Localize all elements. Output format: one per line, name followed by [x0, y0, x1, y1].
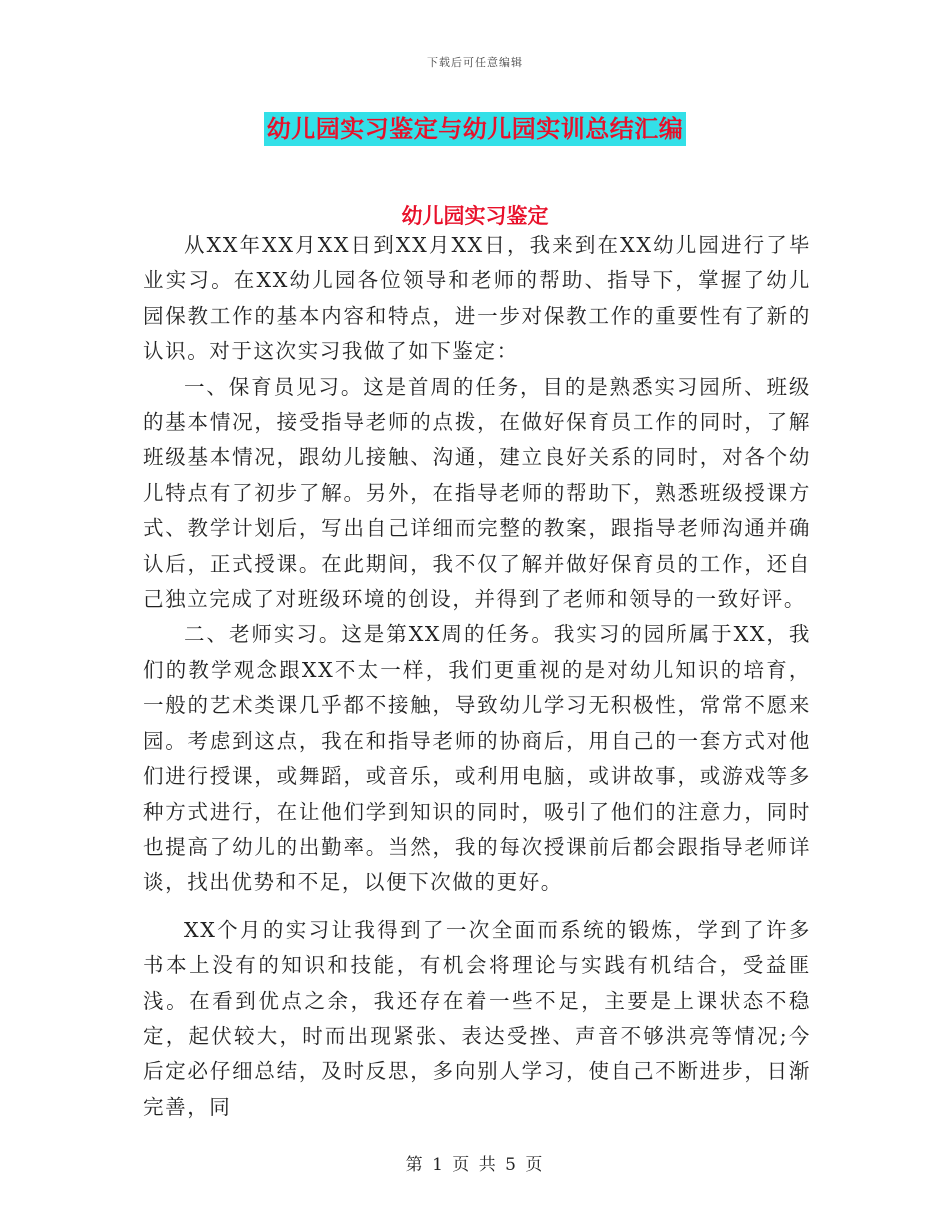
- page-header-note: 下载后可任意编辑: [427, 56, 523, 69]
- section-title: 幼儿园实习鉴定: [401, 204, 549, 228]
- document-body: [143, 228, 811, 1125]
- paragraph-intro: 从XX年XX月XX日到XX月XX日，我来到在XX幼儿园进行了毕业实习。在XX幼儿园各位领导和老师的帮助、指导下，掌握了幼儿园保教工作的基本内容和特点，进一步对保教工作的重要性有了新的认识。对于这次实习我做了如下鉴定：: [143, 233, 811, 364]
- document-title-container: [0, 112, 950, 146]
- paragraph-teacher-internship: 二、老师实习。这是第XX周的任务。我实习的园所属于XX，我们的教学观念跟XX不太一样，我们更重视的是对幼儿知识的培育，一般的艺术类课几乎都不接触，导致幼儿学习无积极性，常常不愿来园。考虑到这点，我在和指导老师的协商后，用自己的一套方式对他们进行授课，或舞蹈，或音乐，或利用电脑，或讲故事，或游戏等多种方式进行，在让他们学到知识的同时，吸引了他们的注意力，同时也提高了幼儿的出勤率。当然，我的每次授课前后都会跟指导老师详谈，找出优势和不足，以便下次做的更好。: [143, 622, 811, 895]
- paragraph-nursery-observation: 一、保育员见习。这是首周的任务，目的是熟悉实习园所、班级的基本情况，接受指导老师的点拨，在做好保育员工作的同时，了解班级基本情况，跟幼儿接触、沟通，建立良好关系的同时，对各个幼儿特点有了初步了解。另外，在指导老师的帮助下，熟悉班级授课方式、教学计划后，写出自己详细而完整的教案，跟指导老师沟通并确认后，正式授课。在此期间，我不仅了解并做好保育员的工作，还自己独立完成了对班级环境的创设，并得到了老师和领导的一致好评。: [143, 374, 811, 612]
- page-number: 第 1 页 共 5 页: [405, 1155, 545, 1175]
- paragraph-summary: XX个月的实习让我得到了一次全面而系统的锻炼，学到了许多书本上没有的知识和技能，有机会将理论与实践有机结合，受益匪浅。在看到优点之余，我还存在着一些不足，主要是上课状态不稳定，起伏较大，时而出现紧张、表达受挫、声音不够洪亮等情况;今后定必仔细总结，及时反思，多向别人学习，使自己不断进步，日渐完善，同: [143, 917, 811, 1119]
- document-title: 幼儿园实习鉴定与幼儿园实训总结汇编: [264, 112, 687, 146]
